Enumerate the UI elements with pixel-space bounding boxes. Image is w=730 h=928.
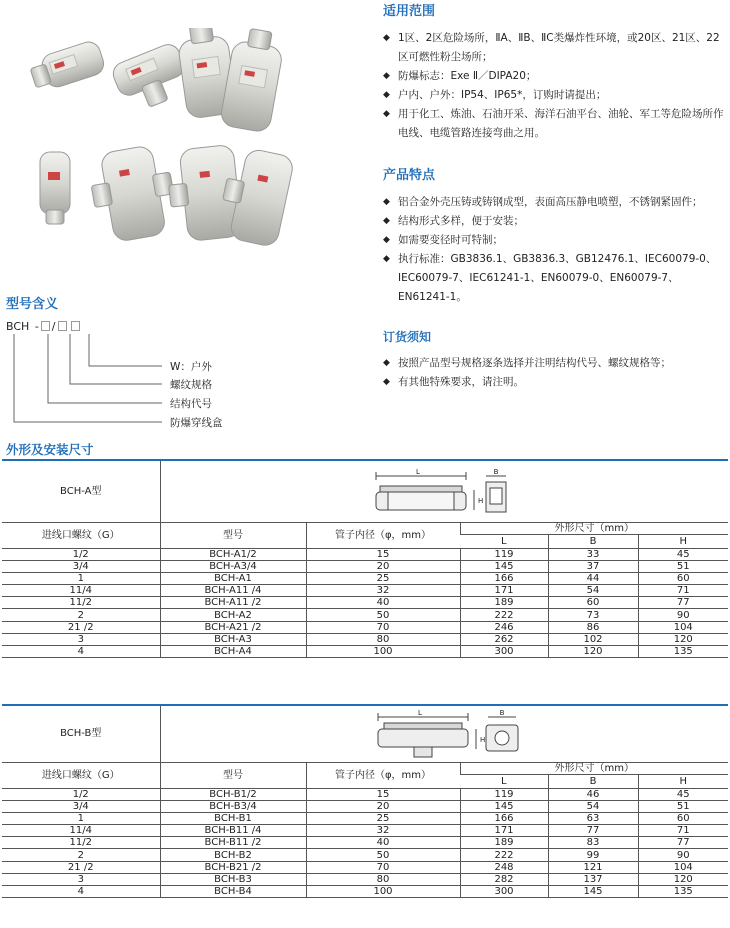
table-b [2, 706, 728, 898]
cell-thread: 1 [2, 572, 160, 584]
cell-h: 104 [638, 621, 728, 633]
cell-h: 77 [638, 597, 728, 609]
cell-l: 171 [460, 585, 548, 597]
header-model: 型号 [160, 522, 306, 548]
list-item: ◆ 按照产品型号规格逐条选择并注明结构代号、螺纹规格等； [383, 354, 728, 373]
cell-l: 119 [460, 548, 548, 560]
header-outer: 外形尺寸（mm） [460, 762, 728, 775]
cell-model: BCH-A4 [160, 646, 306, 658]
header-bore: 管子内径（φ，mm） [306, 522, 460, 548]
list-item: ◆ 1区、2区危险场所，ⅡA、ⅡB、ⅡC类爆炸性环境，或20区、21区、22区可燃性粉尘场所； [383, 29, 728, 67]
cell-bore: 100 [306, 886, 460, 898]
table-row [2, 837, 728, 849]
cell-b: 44 [548, 572, 638, 584]
header-bore: 管子内径（φ，mm） [306, 762, 460, 788]
cell-l: 248 [460, 861, 548, 873]
cell-h: 90 [638, 609, 728, 621]
cell-thread: 11/2 [2, 597, 160, 609]
cell-model: BCH-B1/2 [160, 788, 306, 800]
cell-h: 90 [638, 849, 728, 861]
cell-model: BCH-B3 [160, 873, 306, 885]
cell-b: 120 [548, 646, 638, 658]
table-row [2, 873, 728, 885]
list-item: ◆ 如需要变径时可特制； [383, 231, 728, 250]
cell-thread: 4 [2, 886, 160, 898]
cell-model: BCH-A2 [160, 609, 306, 621]
header-model: 型号 [160, 762, 306, 788]
model-meaning-title: 型号含义 [6, 297, 59, 312]
cell-model: BCH-A3 [160, 633, 306, 645]
table-row [2, 633, 728, 645]
cell-b: 145 [548, 886, 638, 898]
cell-h: 71 [638, 585, 728, 597]
list-item: ◆ 结构形式多样，便于安装； [383, 212, 728, 231]
cell-thread: 2 [2, 609, 160, 621]
cell-b: 86 [548, 621, 638, 633]
cell-b: 121 [548, 861, 638, 873]
cell-b: 73 [548, 609, 638, 621]
table-row [2, 812, 728, 824]
cell-bore: 32 [306, 825, 460, 837]
cell-model: BCH-A11 /2 [160, 597, 306, 609]
cell-h: 45 [638, 548, 728, 560]
cell-bore: 40 [306, 837, 460, 849]
cell-l: 119 [460, 788, 548, 800]
model-legend-lines [0, 330, 170, 430]
table-row [2, 825, 728, 837]
cell-h: 135 [638, 886, 728, 898]
legend-thread: 螺纹规格 [170, 379, 212, 391]
cell-b: 54 [548, 585, 638, 597]
cell-model: BCH-B4 [160, 886, 306, 898]
cell-thread: 11/4 [2, 825, 160, 837]
table-row [2, 585, 728, 597]
table-b-body [2, 788, 728, 898]
list-item: ◆ 有其他特殊要求，请注明。 [383, 373, 728, 392]
table-row [2, 597, 728, 609]
scope-section [383, 2, 728, 143]
cell-thread: 2 [2, 849, 160, 861]
cell-bore: 15 [306, 548, 460, 560]
cell-bore: 80 [306, 873, 460, 885]
header-h: H [638, 775, 728, 788]
cell-thread: 21 /2 [2, 621, 160, 633]
table-row [2, 788, 728, 800]
cell-b: 54 [548, 800, 638, 812]
cell-bore: 15 [306, 788, 460, 800]
table-row [2, 800, 728, 812]
table-b-diagram-cell [160, 706, 728, 762]
cell-thread: 21 /2 [2, 861, 160, 873]
cell-h: 60 [638, 572, 728, 584]
table-a [2, 461, 728, 658]
cell-l: 262 [460, 633, 548, 645]
cell-h: 51 [638, 560, 728, 572]
cell-l: 282 [460, 873, 548, 885]
diagram-label-l: L [415, 468, 420, 476]
cell-bore: 100 [306, 646, 460, 658]
header-h: H [638, 535, 728, 548]
table-row [2, 560, 728, 572]
cell-thread: 11/4 [2, 585, 160, 597]
cell-model: BCH-A1/2 [160, 548, 306, 560]
cell-b: 33 [548, 548, 638, 560]
cell-bore: 25 [306, 812, 460, 824]
cell-model: BCH-A21 /2 [160, 621, 306, 633]
legend-structure: 结构代号 [170, 398, 212, 410]
table-row [2, 646, 728, 658]
product-photo [28, 28, 308, 256]
model-dash: - [34, 320, 39, 333]
diagram-label-b: B [499, 709, 504, 717]
table-row [2, 621, 728, 633]
cell-model: BCH-A3/4 [160, 560, 306, 572]
header-l: L [460, 535, 548, 548]
cell-bore: 80 [306, 633, 460, 645]
cell-l: 189 [460, 837, 548, 849]
cell-l: 300 [460, 646, 548, 658]
cell-model: BCH-A1 [160, 572, 306, 584]
list-item: ◆ 铝合金外壳压铸或铸钢成型，表面高压静电喷塑，不锈钢紧固件； [383, 193, 728, 212]
cell-b: 137 [548, 873, 638, 885]
legend-box: 防爆穿线盒 [170, 417, 223, 429]
cell-l: 222 [460, 849, 548, 861]
header-b: B [548, 535, 638, 548]
header-outer: 外形尺寸（mm） [460, 522, 728, 535]
dimensions-title: 外形及安装尺寸 [6, 442, 94, 457]
ordering-section [383, 328, 728, 392]
table-row [2, 849, 728, 861]
cell-thread: 3 [2, 873, 160, 885]
cell-b: 60 [548, 597, 638, 609]
cell-bore: 32 [306, 585, 460, 597]
model-slash: / [51, 320, 56, 333]
cell-bore: 25 [306, 572, 460, 584]
cell-model: BCH-B1 [160, 812, 306, 824]
cell-l: 166 [460, 572, 548, 584]
scope-title: 适用范围 [383, 4, 436, 19]
cell-h: 135 [638, 646, 728, 658]
cell-bore: 20 [306, 800, 460, 812]
features-title: 产品特点 [383, 168, 436, 183]
cell-l: 189 [460, 597, 548, 609]
header-l: L [460, 775, 548, 788]
table-row [2, 572, 728, 584]
cell-bore: 20 [306, 560, 460, 572]
diagram-label-h: H [477, 497, 483, 505]
ordering-title: 订货须知 [383, 330, 432, 344]
cell-thread: 3/4 [2, 800, 160, 812]
cell-thread: 4 [2, 646, 160, 658]
cell-thread: 1/2 [2, 548, 160, 560]
cell-model: BCH-B3/4 [160, 800, 306, 812]
cell-thread: 11/2 [2, 837, 160, 849]
cell-b: 77 [548, 825, 638, 837]
cell-l: 145 [460, 560, 548, 572]
list-item: ◆ 户内、户外：IP54、IP65*，订购时请提出； [383, 86, 728, 105]
cell-b: 63 [548, 812, 638, 824]
cell-bore: 70 [306, 621, 460, 633]
table-a-name: BCH-A型 [2, 461, 160, 522]
cell-thread: 3/4 [2, 560, 160, 572]
cell-bore: 70 [306, 861, 460, 873]
table-row [2, 861, 728, 873]
diagram-label-b: B [493, 468, 498, 476]
diagram-label-l: L [417, 709, 422, 717]
type-a-diagram [374, 464, 554, 520]
cell-thread: 1 [2, 812, 160, 824]
cell-model: BCH-A11 /4 [160, 585, 306, 597]
cell-l: 222 [460, 609, 548, 621]
cell-h: 120 [638, 633, 728, 645]
list-item: ◆ 执行标准：GB3836.1、GB3836.3、GB12476.1、IEC60079-0、IEC60079-7、IEC61241-1、EN60079-0、EN60079-7、EN61241-1。 [383, 250, 728, 307]
cell-b: 99 [548, 849, 638, 861]
diagram-label-h: H [479, 736, 485, 744]
cell-model: BCH-B21 /2 [160, 861, 306, 873]
table-row [2, 886, 728, 898]
list-item: ◆ 用于化工、炼油、石油开采、海洋石油平台、油轮、军工等危险场所作电线、电缆管路连接弯曲之用。 [383, 105, 728, 143]
ordering-list [383, 354, 728, 392]
cell-b: 102 [548, 633, 638, 645]
cell-thread: 3 [2, 633, 160, 645]
legend-outdoor: W：户外 [170, 361, 212, 373]
cell-h: 71 [638, 825, 728, 837]
features-list [383, 193, 728, 307]
cell-l: 145 [460, 800, 548, 812]
cell-h: 45 [638, 788, 728, 800]
cell-b: 83 [548, 837, 638, 849]
header-b: B [548, 775, 638, 788]
cell-h: 77 [638, 837, 728, 849]
cell-b: 37 [548, 560, 638, 572]
cell-model: BCH-B2 [160, 849, 306, 861]
header-thread: 进线口螺纹（G） [2, 762, 160, 788]
cell-h: 51 [638, 800, 728, 812]
table-a-diagram-cell [160, 461, 728, 522]
cell-h: 60 [638, 812, 728, 824]
table-row [2, 609, 728, 621]
cell-model: BCH-B11 /4 [160, 825, 306, 837]
list-item: ◆ 防爆标志：Exe Ⅱ／DIPA20； [383, 67, 728, 86]
cell-thread: 1/2 [2, 788, 160, 800]
table-a-body [2, 548, 728, 658]
cell-bore: 50 [306, 609, 460, 621]
cell-bore: 40 [306, 597, 460, 609]
features-section [383, 166, 728, 307]
cell-h: 104 [638, 861, 728, 873]
cell-l: 171 [460, 825, 548, 837]
cell-l: 246 [460, 621, 548, 633]
model-prefix: BCH [6, 320, 30, 333]
header-thread: 进线口螺纹（G） [2, 522, 160, 548]
cell-h: 120 [638, 873, 728, 885]
type-b-diagram [376, 707, 556, 761]
cell-l: 300 [460, 886, 548, 898]
table-row [2, 548, 728, 560]
cell-model: BCH-B11 /2 [160, 837, 306, 849]
table-b-name: BCH-B型 [2, 706, 160, 762]
cell-b: 46 [548, 788, 638, 800]
scope-list [383, 29, 728, 143]
cell-bore: 50 [306, 849, 460, 861]
cell-l: 166 [460, 812, 548, 824]
